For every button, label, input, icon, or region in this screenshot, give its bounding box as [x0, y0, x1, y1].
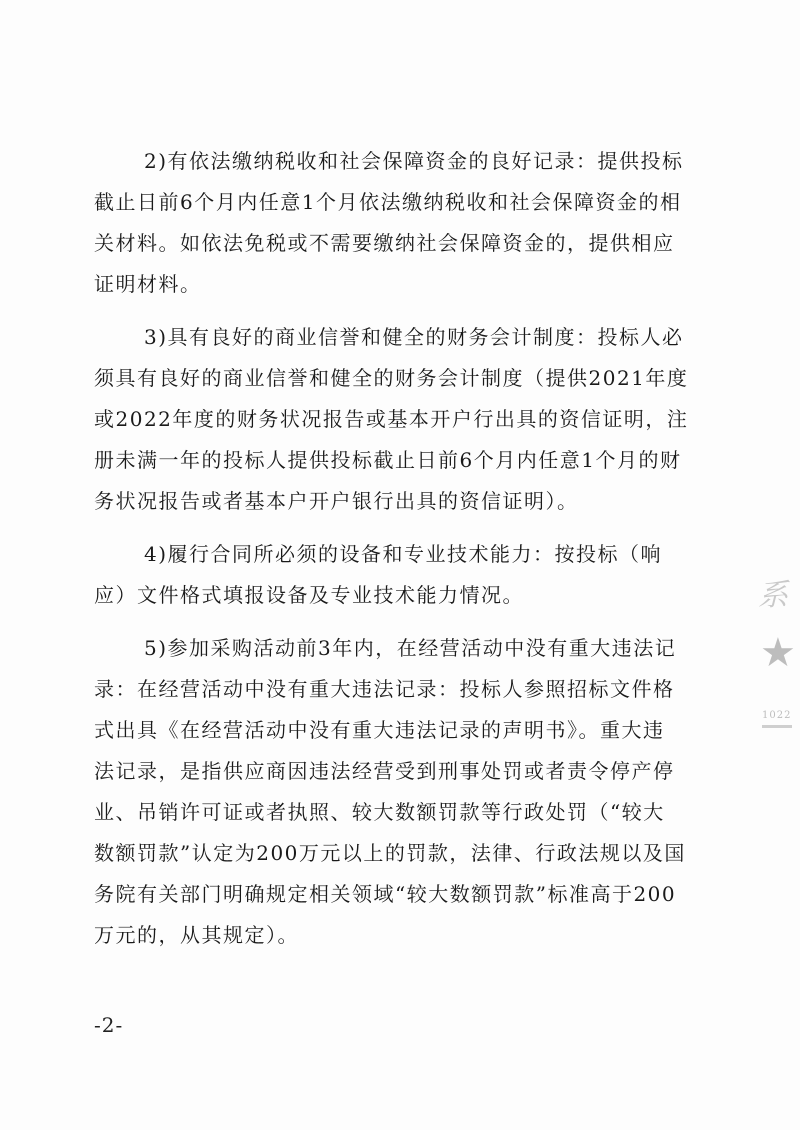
paragraph-equipment-capability [94, 534, 684, 616]
text-line: 应）文件格式填报设备及专业技术能力情况。 [94, 583, 524, 607]
text-line: 业、吊销许可证或者执照、较大数额罚款等行政处罚（“较大 [94, 800, 665, 824]
text-line: 证明材料。 [94, 272, 202, 296]
text-line: 务状况报告或者基本户开户银行出具的资信证明）。 [94, 489, 579, 513]
seal-glyph: 系 [758, 578, 788, 613]
text-line: 录：在经营活动中没有重大违法记录：投标人参照招标文件格 [94, 677, 675, 701]
text-line: 万元的，从其规定）。 [94, 923, 299, 947]
document-body [94, 141, 689, 968]
text-line: 截止日前6个月内任意1个月依法缴纳税收和社会保障资金的相 [94, 190, 682, 214]
text-line: 式出具《在经营活动中没有重大违法记录的声明书》。重大违 [94, 718, 665, 742]
text-line: 或2022年度的财务状况报告或基本开户行出具的资信证明，注 [94, 407, 689, 431]
text-line: 关材料。如依法免税或不需要缴纳社会保障资金的，提供相应 [94, 231, 675, 255]
text-line: 5)参加采购活动前3年内，在经营活动中没有重大违法记 [144, 636, 677, 660]
seal-digits: 1022 [762, 710, 792, 721]
text-line: 须具有良好的商业信誉和健全的财务会计制度（提供2021年度 [94, 366, 689, 390]
paragraph-no-violation-record [94, 628, 684, 956]
seal-fragment [748, 560, 800, 750]
paragraph-tax-record [94, 141, 684, 305]
paragraph-business-reputation [94, 317, 689, 522]
seal-star-icon: ★ [760, 630, 796, 676]
text-line: 法记录，是指供应商因违法经营受到刑事处罚或者责令停产停 [94, 759, 675, 783]
text-line: 3)具有良好的商业信誉和健全的财务会计制度：投标人必 [144, 325, 684, 349]
text-line: 务院有关部门明确规定相关领域“较大数额罚款”标准高于200 [94, 882, 677, 906]
seal-bar [762, 725, 792, 728]
text-line: 4)履行合同所必须的设备和专业技术能力：按投标（响 [144, 542, 663, 566]
text-line: 2)有依法缴纳税收和社会保障资金的良好记录：提供投标 [144, 149, 684, 173]
page-number: -2- [94, 1013, 124, 1037]
text-line: 数额罚款”认定为200万元以上的罚款，法律、行政法规以及国 [94, 841, 686, 865]
text-line: 册未满一年的投标人提供投标截止日前6个月内任意1个月的财 [94, 448, 682, 472]
